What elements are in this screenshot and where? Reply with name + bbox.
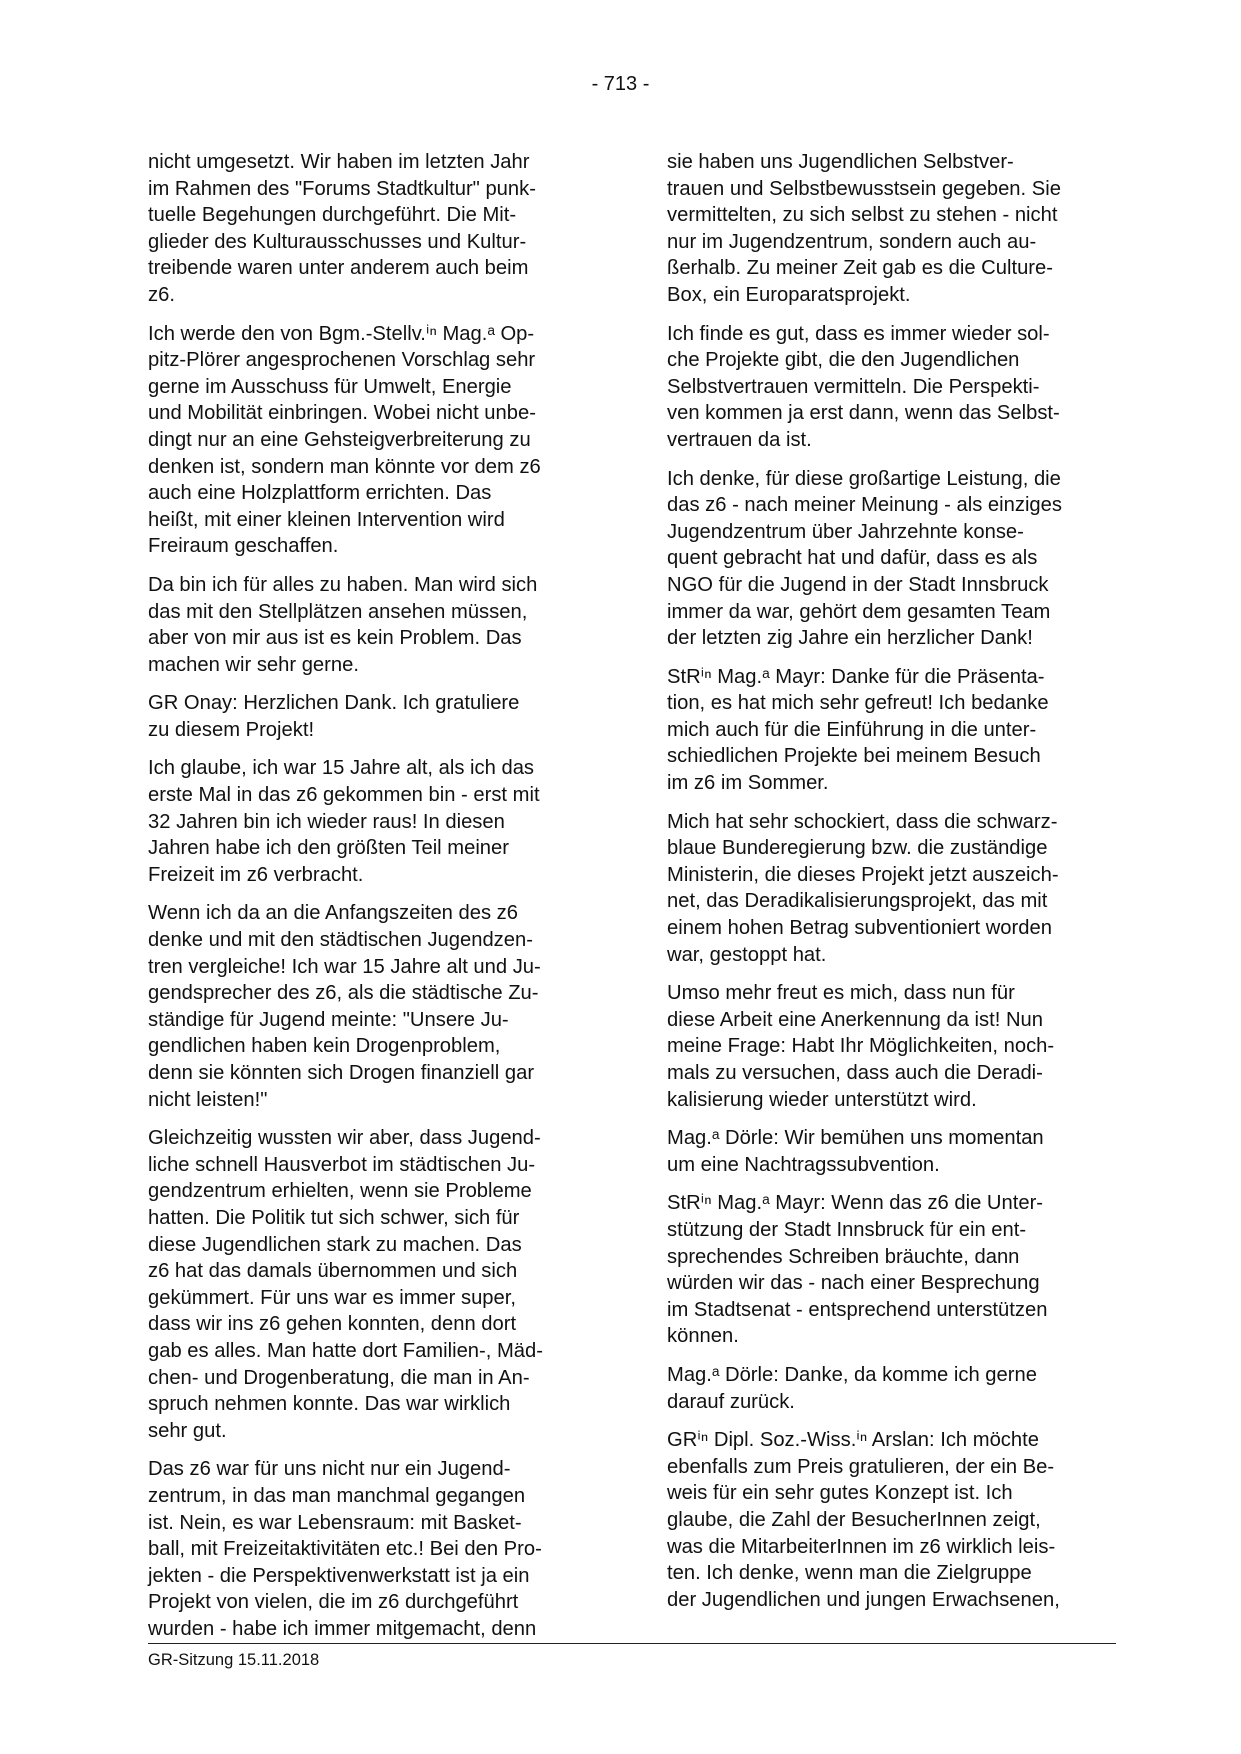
paragraph: Ich glaube, ich war 15 Jahre alt, als ich das erste Mal in das z6 gekommen bin - erst mit 32 Jahren bin ich wieder raus! In diesen Jahren habe ich den größten Teil meiner Freizeit im z6 verbracht. xyxy=(148,757,540,886)
paragraph: Wenn ich da an die Anfangszeiten des z6 denke und mit den städtischen Jugendzen- tren vergleiche! Ich war 15 Jahre alt und Ju- gendsprecher des z6, als die städtische Zu- ständige für Jugend meinte: "Unsere Ju- gendlichen haben kein Drogenproblem, denn sie könnten sich Drogen finanziell gar nicht leisten!" xyxy=(148,902,541,1111)
page-number: - 713 - xyxy=(591,73,650,95)
paragraph: sie haben uns Jugendlichen Selbstver- trauen und Selbstbewusstsein gegeben. Sie vermittelten, zu sich selbst zu stehen - nicht nur im Jugendzentrum, sondern auch au- ßerhalb. Zu meiner Zeit gab es die Culture- Box, ein Europaratsprojekt. xyxy=(667,151,1061,306)
paragraph: StRⁱⁿ Mag.ᵃ Mayr: Wenn das z6 die Unter- stützung der Stadt Innsbruck für ein ent- sprechendes Schreiben bräuchte, dann würden wir das - nach einer Besprechung im Stadtsenat - entsprechend unterstützen können. xyxy=(667,1192,1048,1348)
paragraph: Ich denke, für diese großartige Leistung, die das z6 - nach meiner Meinung - als einziges Jugendzentrum über Jahrzehnte konse- quent gebracht hat und dafür, dass es als NGO für die Jugend in der Stadt Innsbruck immer da war, gehört dem gesamten Team der letzten zig Jahre ein herzlicher Dank! xyxy=(667,467,1062,650)
paragraph: Ich werde den von Bgm.-Stellv.ⁱⁿ Mag.ᵃ Op- pitz-Plörer angesprochenen Vorschlag sehr gerne im Ausschuss für Umwelt, Energie und Mobilität einbringen. Wobei nicht unbe- dingt nur an eine Gehsteigverbreiterung zu denken ist, sondern man könnte vor dem z6 auch eine Holzplattform errichten. Das heißt, mit einer kleinen Intervention wird Freiraum geschaffen. xyxy=(148,322,541,558)
paragraph: Da bin ich für alles zu haben. Man wird sich das mit den Stellplätzen ansehen müssen, aber von mir aus ist es kein Problem. Das machen wir sehr gerne. xyxy=(148,573,538,676)
paragraph: Umso mehr freut es mich, dass nun für diese Arbeit eine Anerkennung da ist! Nun meine Frage: Habt Ihr Möglichkeiten, noch- mals zu versuchen, dass auch die Deradi- kalisierung wieder unterstützt wird. xyxy=(667,982,1055,1111)
footer-session-date: GR-Sitzung 15.11.2018 xyxy=(148,1651,320,1669)
paragraph: Das z6 war für uns nicht nur ein Jugend- zentrum, in das man manchmal gegangen ist. Nein, es war Lebensraum: mit Basket- ball, mit Freizeitaktivitäten etc.! Bei den Pro- jekten - die Perspektivenwerkstatt ist ja ein Projekt von vielen, die im z6 durchgeführt wurden - habe ich immer mitgemacht, denn xyxy=(148,1458,542,1640)
footer-divider xyxy=(148,1643,1116,1644)
left-column xyxy=(148,149,593,1654)
paragraph: nicht umgesetzt. Wir haben im letzten Jahr im Rahmen des "Forums Stadtkultur" punk- tuelle Begehungen durchgeführt. Die Mit- glieder des Kulturausschusses und Kultur- treibende waren unter anderem auch beim z6. xyxy=(148,151,536,306)
paragraph: Mag.ᵃ Dörle: Wir bemühen uns momentan um eine Nachtragssubvention. xyxy=(667,1127,1044,1176)
paragraph: Mag.ᵃ Dörle: Danke, da komme ich gerne darauf zurück. xyxy=(667,1363,1037,1413)
paragraph: Ich finde es gut, dass es immer wieder sol- che Projekte gibt, die den Jugendlichen Selbstvertrauen vermitteln. Die Perspekti- ven kommen ja erst dann, wenn das Selbst- vertrauen da ist. xyxy=(667,322,1060,451)
paragraph: GR Onay: Herzlichen Dank. Ich gratuliere zu diesem Projekt! xyxy=(148,692,520,741)
paragraph: Mich hat sehr schockiert, dass die schwarz- blaue Bunderegierung bzw. die zuständige Ministerin, die dieses Projekt jetzt auszeich- net, das Deradikalisierungsprojekt, das mit einem hohen Betrag subventioniert worden war, gestoppt hat. xyxy=(667,810,1059,966)
paragraph: GRⁱⁿ Dipl. Soz.-Wiss.ⁱⁿ Arslan: Ich möchte ebenfalls zum Preis gratulieren, der ein Be- weis für ein sehr gutes Konzept ist. Ich glaube, die Zahl der BesucherInnen zeigt, was die MitarbeiterInnen im z6 wirklich leis- ten. Ich denke, wenn man die Zielgruppe der Jugendlichen und jungen Erwachsenen, xyxy=(667,1429,1060,1611)
right-column xyxy=(667,149,1112,1625)
paragraph: Gleichzeitig wussten wir aber, dass Jugend- liche schnell Hausverbot im städtischen Ju- gendzentrum erhielten, wenn sie Probleme hatten. Die Politik tut sich schwer, sich für diese Jugendlichen stark zu machen. Das z6 hat das damals übernommen und sich gekümmert. Für uns war es immer super, dass wir ins z6 gehen konnten, denn dort gab es alles. Man hatte dort Familien-, Mäd- chen- und Drogenberatung, die man in An- spruch nehmen konnte. Das war wirklich sehr gut. xyxy=(148,1127,543,1442)
paragraph: StRⁱⁿ Mag.ᵃ Mayr: Danke für die Präsenta- tion, es hat mich sehr gefreut! Ich bedanke mich auch für die Einführung in die unter- schiedlichen Projekte bei meinem Besuch im z6 im Sommer. xyxy=(667,665,1049,795)
